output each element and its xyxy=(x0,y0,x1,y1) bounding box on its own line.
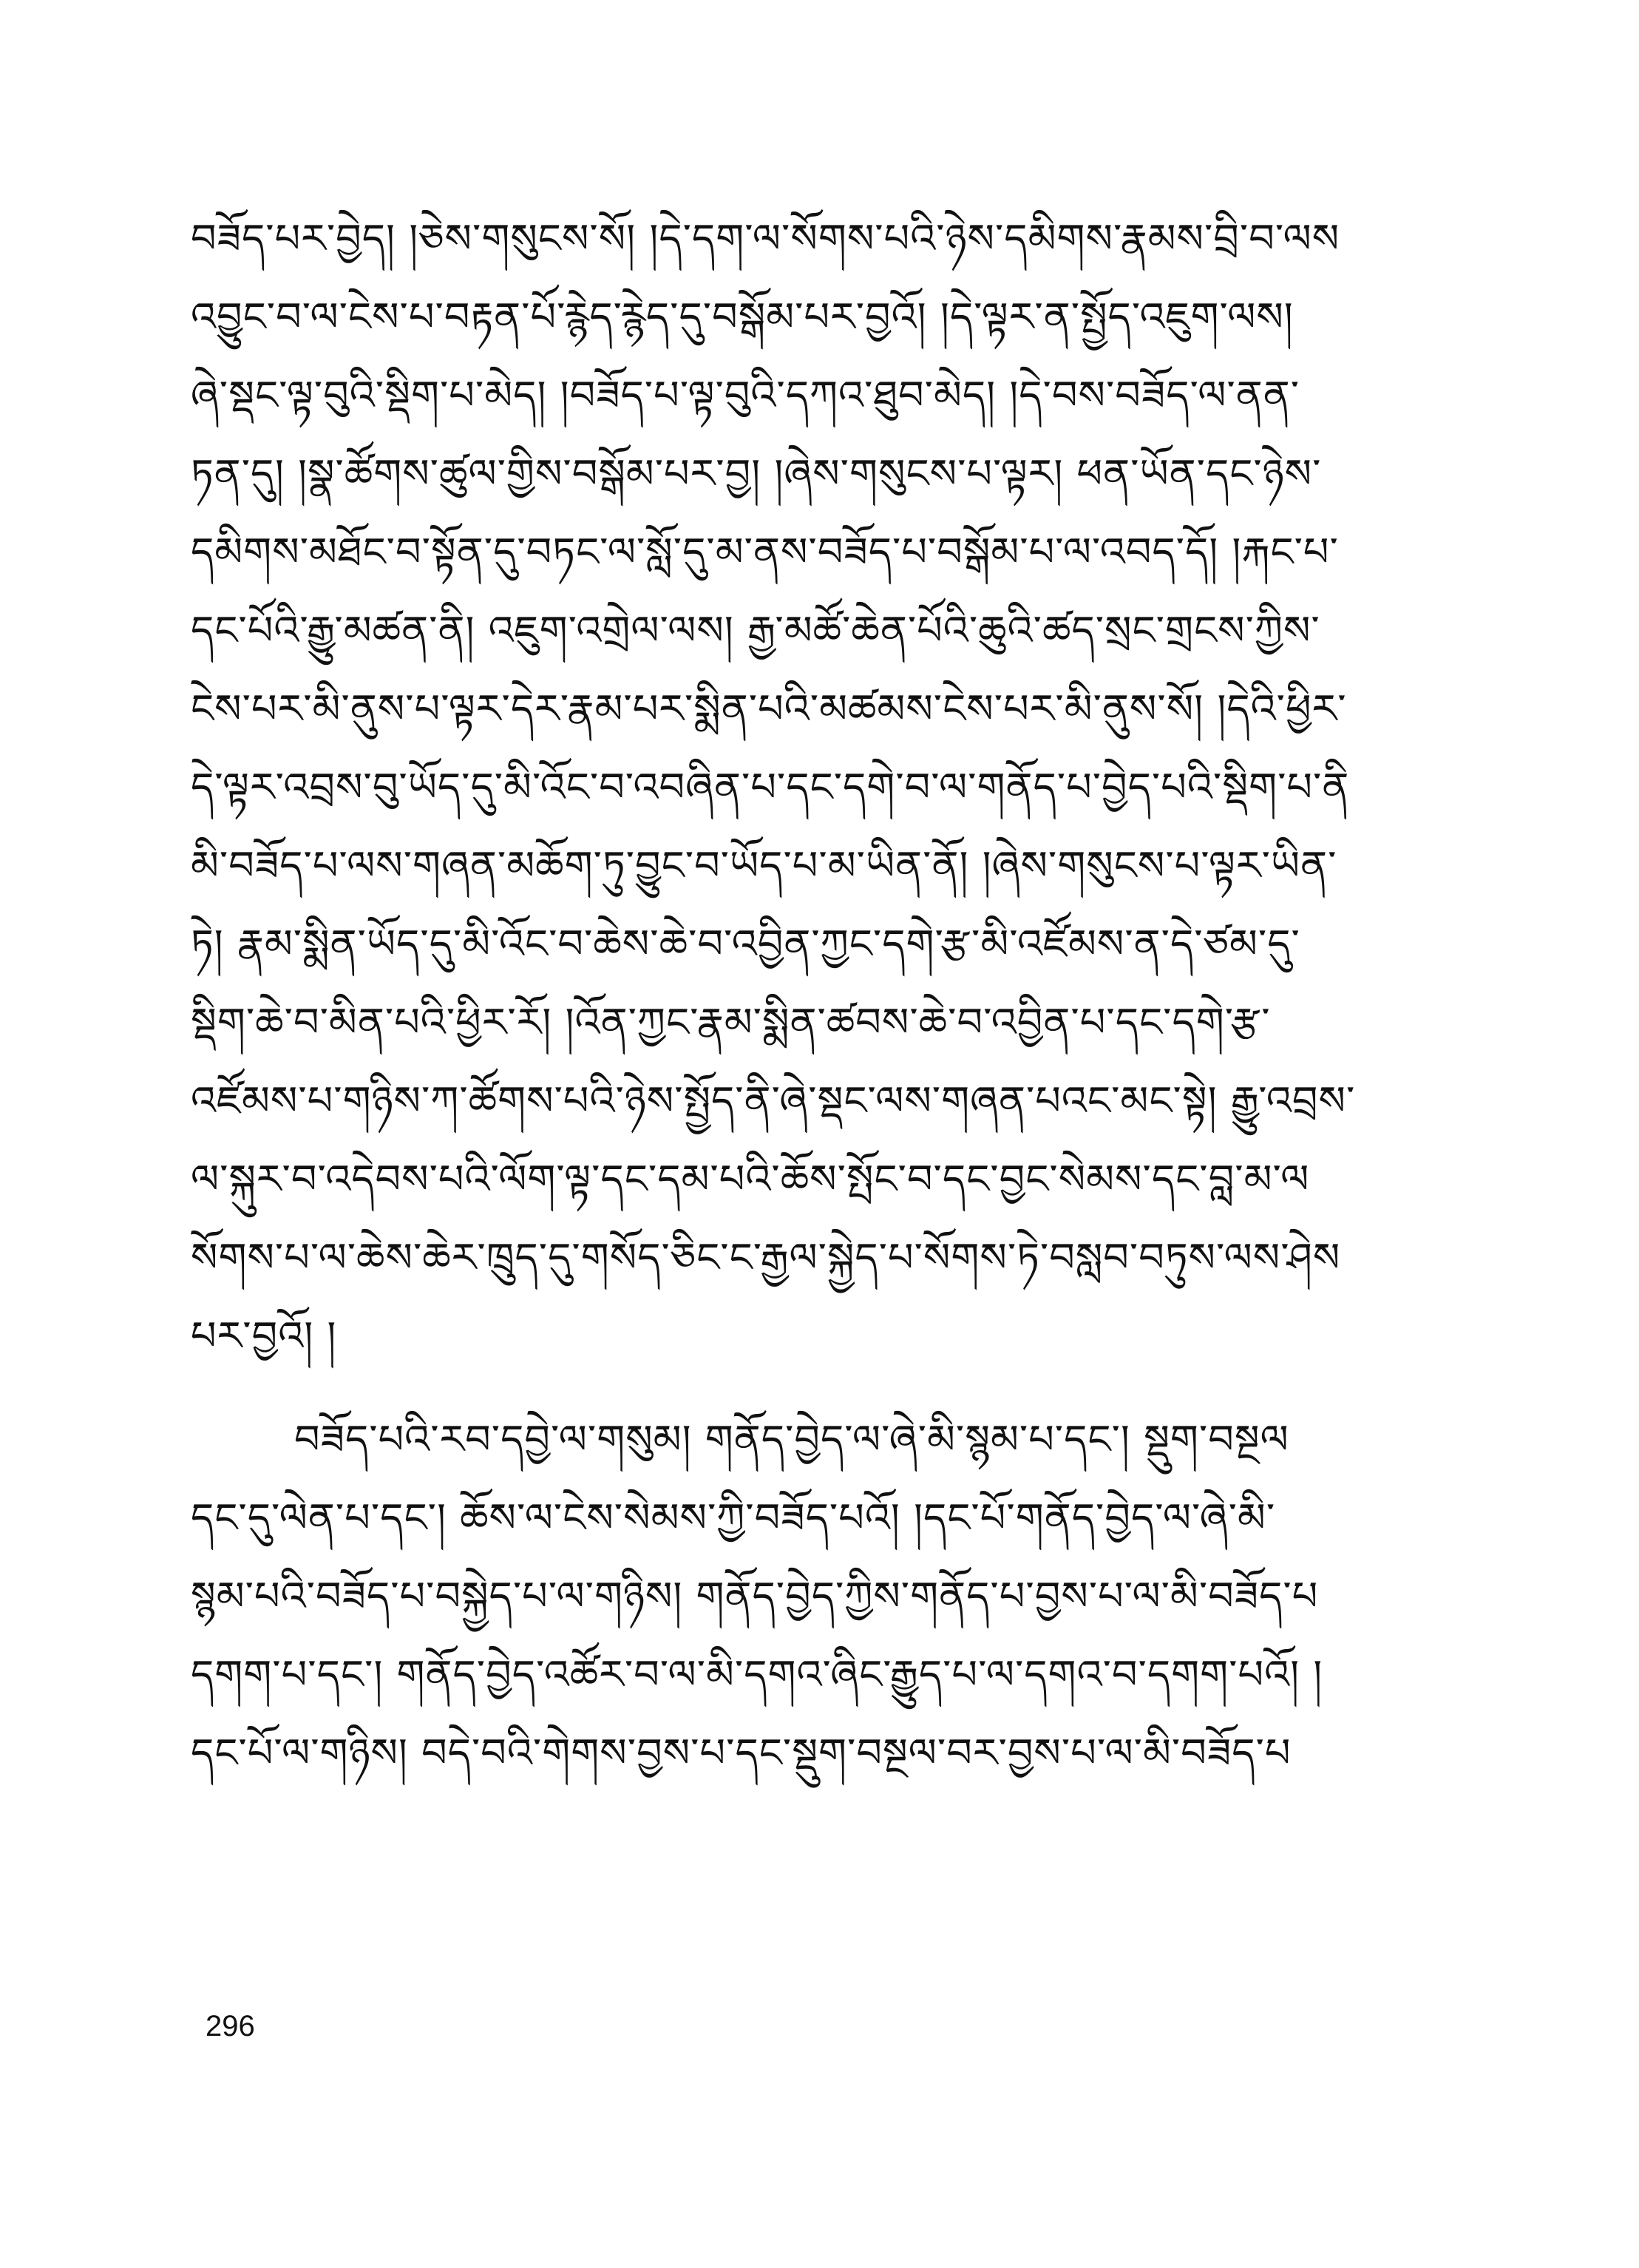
text-line: དེ་ལྟར་འབྲས་བུ་ཡོད་དུ་མི་འོང་བ་འབཞིན་པ་དང་དགེ་བ་ལ་གནོད་པ་བྱེད་པའི་སྡིག་པ་ནི xyxy=(191,764,1350,810)
text-line: ཏན་དུ། །སྣ་ཚོགས་ཚུལ་གྱིས་བསྒོམ་པར་བྱ། །ཞེས་གསུངས་པ་ལྟར། ཕན་ཡོན་དང་ཉེས་ xyxy=(191,450,1322,497)
text-line: ཏེ། རྣམ་སྨིན་ཡོད་དུ་མི་འོང་བ་ཆེས་ཆེ་བ་འབྱིན་ཀྱང་དགེ་རྩ་མི་འཛོམས་ན་དེ་ཙམ་དུ་ xyxy=(191,921,1300,967)
text-line: དང་པོའི་རྒྱུ་མཚན་ནི། འཇུག་འགྲེལ་ལས། རྒྱ་མཚོ་ཆེན་པོའི་ཆུའི་ཚད་སྲང་གྲངས་ཀྱིས་ xyxy=(191,607,1320,654)
text-line: དམིགས་མཐོང་བ་སྟོན་དུ་བཏང་ལ་སློ་དུ་མ་ནས་བཟོད་པ་བསྒོམ་པ་ལ་འབད་དོ། །རྐང་པ་ xyxy=(191,529,1339,575)
text-line: འབྱུང་བ་ལ་ངེས་པ་བརྟན་པོ་རྙེད་རྙེད་དུ་བསྒོམ་པར་བྱའོ། །དེ་ལྟར་ན་སྤྱོད་འཇུག་ལས། xyxy=(191,294,1294,340)
text-line: པར་བྱའོ། ། xyxy=(191,1313,337,1359)
text-line: མི་བཟོད་པ་ལས་གཞན་མཆོག་ཏུ་བྱུང་བ་ཡོད་པ་མ་ཡིན་ནོ། །ཞེས་གསུངས་པ་ལྟར་ཡིན་ xyxy=(191,842,1337,889)
text-line: སོགས་པ་ལ་ཆེས་ཆེར་ཁྲུད་དུ་གསོད་ཅིང་ང་རྒྱལ་སྐྱེད་པ་སོགས་ཏེ་བསླབ་བཏུས་ལས་ཤེས xyxy=(191,1234,1341,1281)
text-line: ངེས་པར་མི་ནུས་པ་ལྟར་དེར་རྣམ་པར་སྨིན་པའི་མཚམས་ངེས་པར་མི་ནུས་སོ། །དེའི་ཕྱིར་ xyxy=(191,686,1347,732)
text-line: དགག་པ་དང་། གནོད་བྱེད་འཚོར་བ་ལ་མི་དགའ་ཞིང་རྒྱུད་པ་ལ་དགའ་བ་དགག་པའོ། ། xyxy=(191,1651,1323,1698)
text-line: སྙམ་པའི་བཟོད་པ་བསྐྱེད་པ་ལ་གཉིས། གནོད་བྱེད་ཀྱིས་གནོད་པ་བྱས་པ་ལ་མི་བཟོད་པ xyxy=(191,1573,1319,1619)
tibetan-text-block xyxy=(191,200,1459,1793)
text-line: དང་པོ་ལ་གཉིས། བདེ་བའི་གེགས་བྱས་པ་དང་སྡུག་བསྔལ་བར་བྱས་པ་ལ་མི་བཟོད་པ xyxy=(191,1730,1292,1776)
text-line: འཛོམས་པ་གཉིས་ཀ་ཚོགས་པའི་ཉེས་སྤྱོད་ནི་ཞེ་སྡང་ལས་གཞན་པའང་མང་སྟེ། རྒྱུ་འབྲས་ xyxy=(191,1077,1356,1124)
text-line: ཞེ་སྡང་ལྟ་བུའི་སྡིག་པ་མེད། །བཟོད་པ་ལྟ་བུའི་དཀའ་ཐུབ་མེད། །དེ་བས་བཟོད་ལ་ནན་ xyxy=(191,372,1300,419)
paragraph-first-line: བཟོད་པའི་རབ་དབྱེ་ལ་གསུམ། གནོད་བྱེད་ལ་ཞེ་མི་སྙམ་པ་དང་། སྡུག་བསྔལ xyxy=(294,1416,1289,1463)
text-line: དང་དུ་ལེན་པ་དང་། ཆོས་ལ་ངེས་སེམས་ཀྱི་བཟོད་པའོ། །དང་པོ་གནོད་བྱེད་ལ་ཞེ་མི་ xyxy=(191,1494,1276,1541)
text-line: ལ་སྐུར་བ་འདེབས་པའི་ལོག་ལྟ་དང་དམ་པའི་ཆོས་སྤོང་བ་དང་བྱང་སེམས་དང་བླ་མ་ལ xyxy=(191,1156,1310,1202)
text-line: བཟོད་པར་བྱེད། །ཅེས་གསུངས་སོ། །དེ་དག་ལ་སོགས་པའི་ཉེས་དམིགས་རྣམས་བྲི་བ་ལས xyxy=(191,215,1340,262)
text-line: སྡིག་ཆེ་བ་མིན་པའི་ཕྱིར་རོ། །འོན་ཀྱང་རྣམ་སྨིན་ཚབས་ཆེ་བ་འབྱིན་པ་དང་དགེ་རྩ་ xyxy=(191,999,1271,1046)
page-number: 296 xyxy=(206,2010,255,2042)
